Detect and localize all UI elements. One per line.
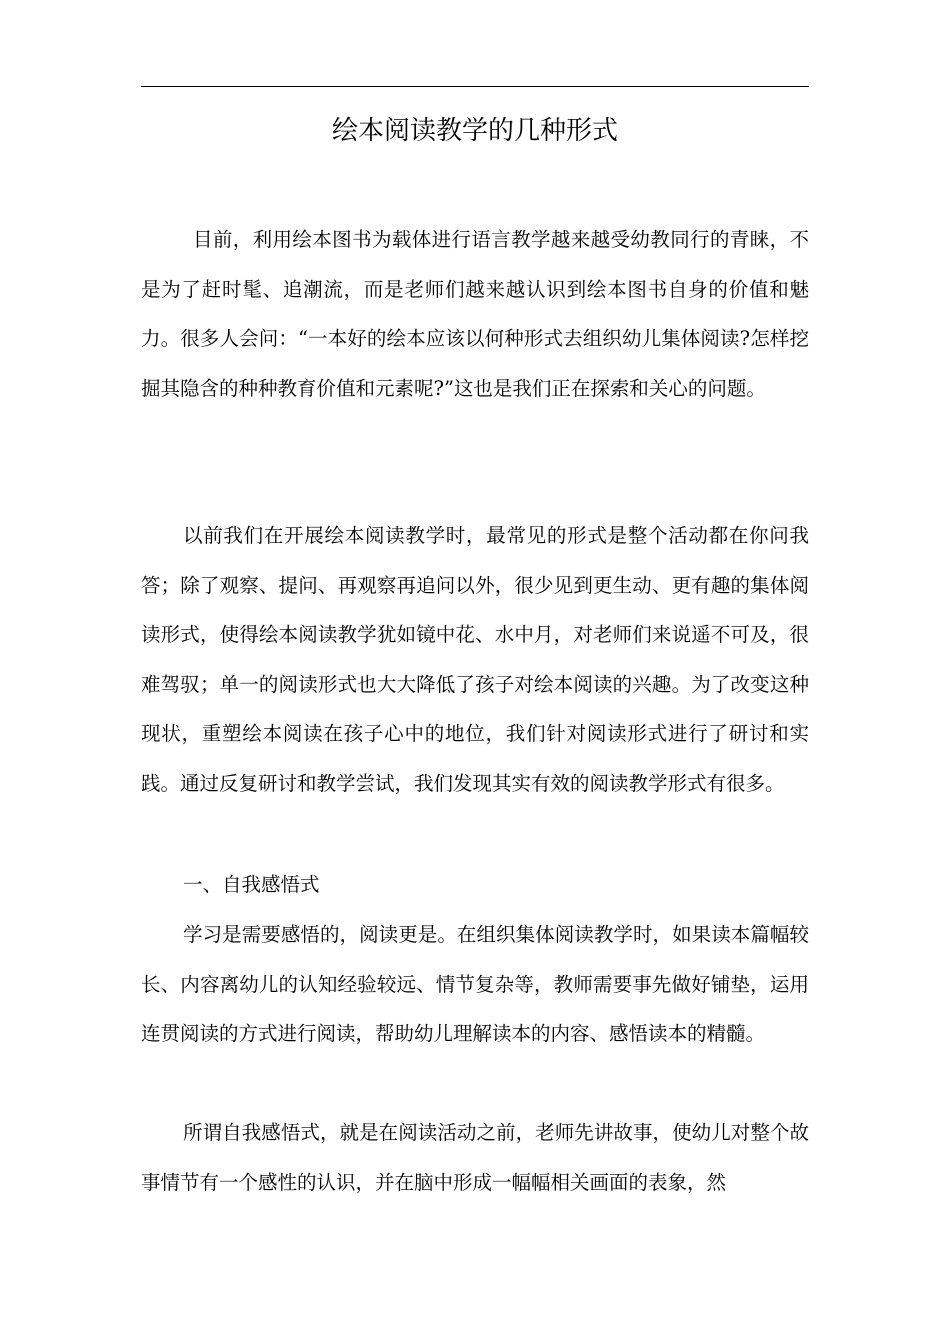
document-title: 绘本阅读教学的几种形式	[331, 116, 618, 146]
paragraph-background: 以前我们在开展绘本阅读教学时，最常见的形式是整个活动都在你问我答；除了观察、提问、再观察再追问以外，很少见到更生动、更有趣的集体阅读形式，使得绘本阅读教学犹如镜中花、水中月，对老师们来说遥不可及，很难驾驭；单一的阅读形式也大大降低了孩子对绘本阅读的兴趣。为了改变这种现状，重塑绘本阅读在孩子心中的地位，我们针对阅读形式进行了研讨和实践。通过反复研讨和教学尝试，我们发现其实有效的阅读教学形式有很多。	[141, 524, 809, 795]
paragraph-intro: 目前，利用绘本图书为载体进行语言教学越来越受幼教同行的青睐，不是为了赶时髦、追潮流，而是老师们越来越认识到绘本图书自身的价值和魅力。很多人会问：“一本好的绘本应该以何种形式去组织幼儿集体阅读?怎样挖掘其隐含的种种教育价值和元素呢?”这也是我们正在探索和关心的问题。	[141, 228, 809, 400]
section-heading-self-insight: 一、自我感悟式	[183, 873, 320, 896]
header-rule	[141, 86, 809, 87]
paragraph-self-insight-definition: 所谓自我感悟式，就是在阅读活动之前，老师先讲故事，使幼儿对整个故事情节有一个感性的认识，并在脑中形成一幅幅相关画面的表象，然	[141, 1121, 809, 1194]
paragraph-self-insight-intro: 学习是需要感悟的，阅读更是。在组织集体阅读教学时，如果读本篇幅较长、内容离幼儿的认知经验较远、情节复杂等，教师需要事先做好铺垫，运用连贯阅读的方式进行阅读，帮助幼儿理解读本的内容、感悟读本的精髓。	[141, 923, 809, 1045]
